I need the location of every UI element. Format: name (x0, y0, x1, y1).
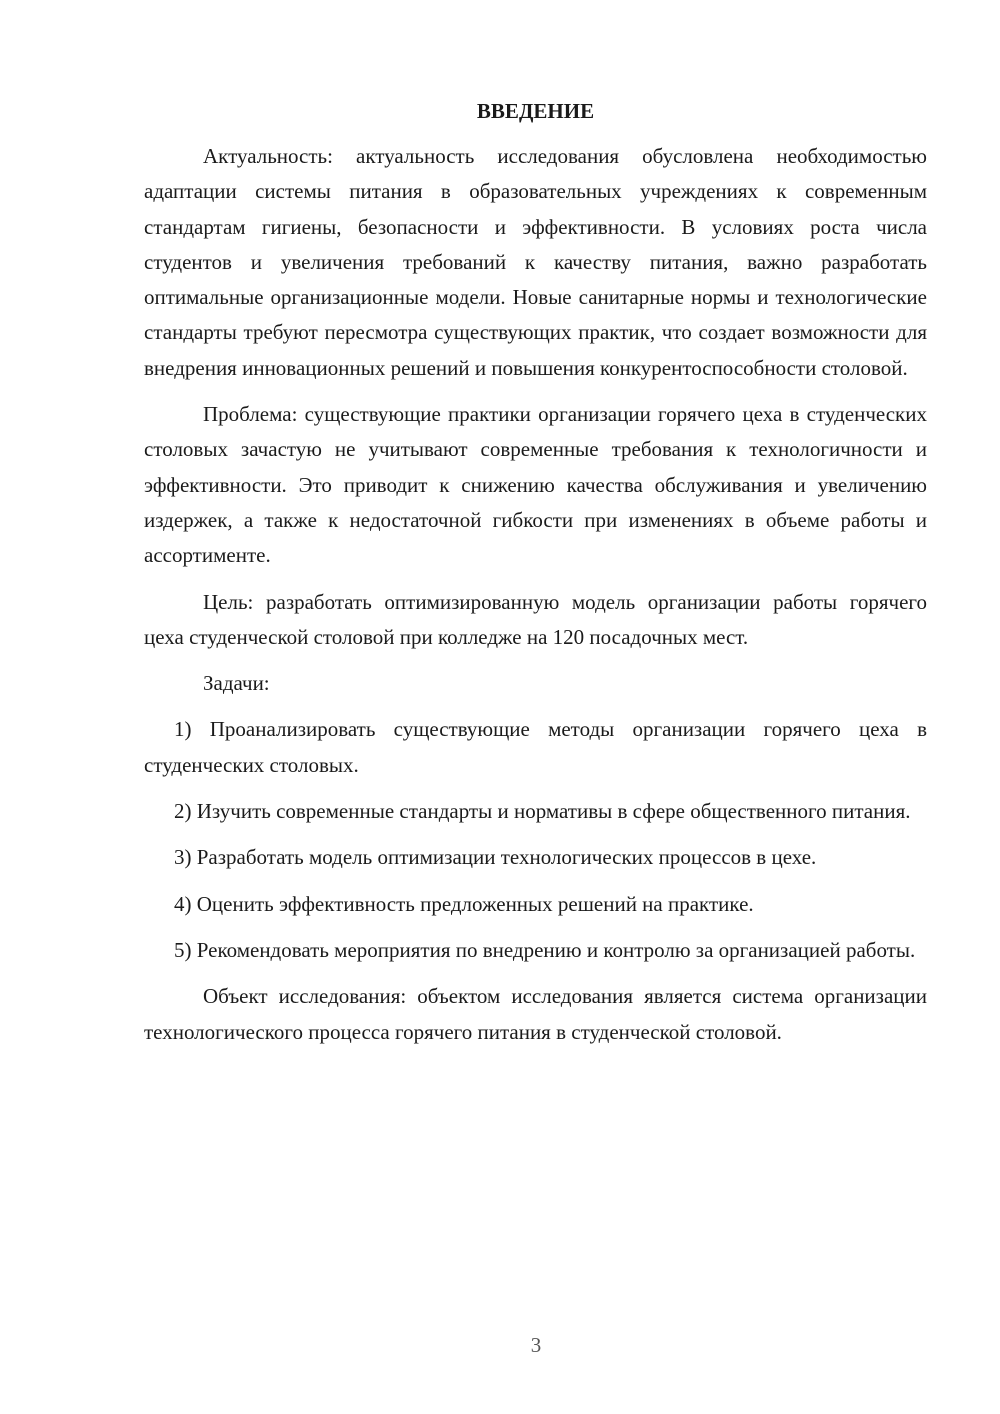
goal-paragraph: Цель: разработать оптимизированную модель организации работы горячего цеха студенческой столовой при колледже на 120 посадочных мест. (144, 589, 927, 649)
task-item-3: 3) Разработать модель оптимизации технологических процессов в цехе. (174, 845, 817, 870)
page-title: ВВЕДЕНИЕ (476, 99, 595, 123)
page-number: 3 (530, 1333, 542, 1357)
relevance-paragraph: Актуальность: актуальность исследования обусловлена необходимостью адаптации системы питания в образовательных учреждениях к современным стандартам гигиены, безопасности и эффективности. В условиях роста числа студентов и увеличения требований к качеству питания, важно разработать оптимальные организационные модели. Новые санитарные нормы и технологические стандарты требуют пересмотра существующих практик, что создает возможности для внедрения инновационных решений и повышения конкурентоспособности столовой. (144, 144, 927, 380)
tasks-heading: Задачи: (203, 671, 270, 696)
object-paragraph: Объект исследования: объектом исследования является система организации технологического процесса горячего питания в студенческой столовой. (144, 984, 927, 1044)
task-item-5: 5) Рекомендовать мероприятия по внедрению и контролю за организацией работы. (174, 937, 916, 962)
task-item-4: 4) Оценить эффективность предложенных решений на практике. (174, 891, 754, 916)
document-page (144, 94, 927, 1050)
task-item-1: 1) Проанализировать существующие методы организации горячего цеха в студенческих столовых. (144, 717, 927, 777)
task-item-2: 2) Изучить современные стандарты и нормативы в сфере общественного питания. (174, 799, 911, 824)
problem-paragraph: Проблема: существующие практики организации горячего цеха в студенческих столовых зачастую не учитывают современные требования к технологичности и эффективности. Это приводит к снижению качества обслуживания и увеличению издержек, а также к недостаточной гибкости при изменениях в объеме работы и ассортименте. (144, 402, 927, 568)
